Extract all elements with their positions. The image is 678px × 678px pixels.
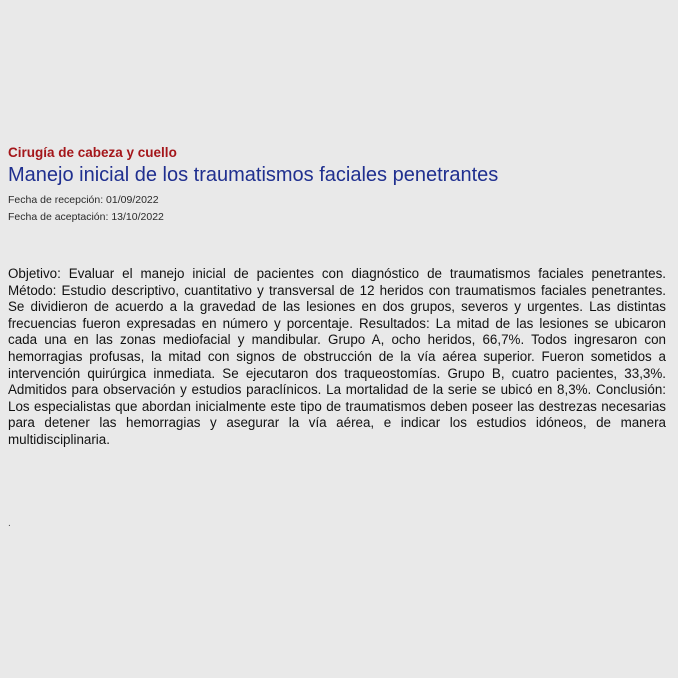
abstract-text: Objetivo: Evaluar el manejo inicial de pacientes con diagnóstico de traumatismos faciales penetrantes. Método: Estudio descriptivo, cuantitativo y transversal de 12 heridos con traumatismos faciales penetrantes. Se dividieron de acuerdo a la gravedad de las lesiones en dos grupos, severos y urgentes. Las distintas frecuencias fueron expresadas en número y porcentaje. Resultados: La mitad de las lesiones se ubicaron cada una en las zonas mediofacial y mandibular. Grupo A, ocho heridos, 66,7%. Todos ingresaron con hemorragias profusas, la mitad con signos de obstrucción de la vía aérea superior. Fueron sometidos a intervención quirúrgica inmediata. Se ejecutaron dos traqueostomías. Grupo B, cuatro pacientes, 33,3%. Admitidos para observación y estudios paraclínicos. La mortalidad de la serie se ubicó en 8,3%. Conclusión: Los especialistas que abordan inicialmente este tipo de traumatismos deben poseer las destrezas necesarias para detener las hemorragias y asegurar la vía aérea, e indicar los estudios idóneos, de manera multidisciplinaria. (8, 266, 666, 447)
stray-mark: . (8, 518, 11, 529)
article (8, 145, 666, 449)
article-title: Manejo inicial de los traumatismos faciales penetrantes (8, 164, 499, 186)
accepted-date: Fecha de aceptación: 13/10/2022 (8, 211, 164, 223)
received-date: Fecha de recepción: 01/09/2022 (8, 194, 159, 206)
section-label: Cirugía de cabeza y cuello (8, 145, 177, 160)
